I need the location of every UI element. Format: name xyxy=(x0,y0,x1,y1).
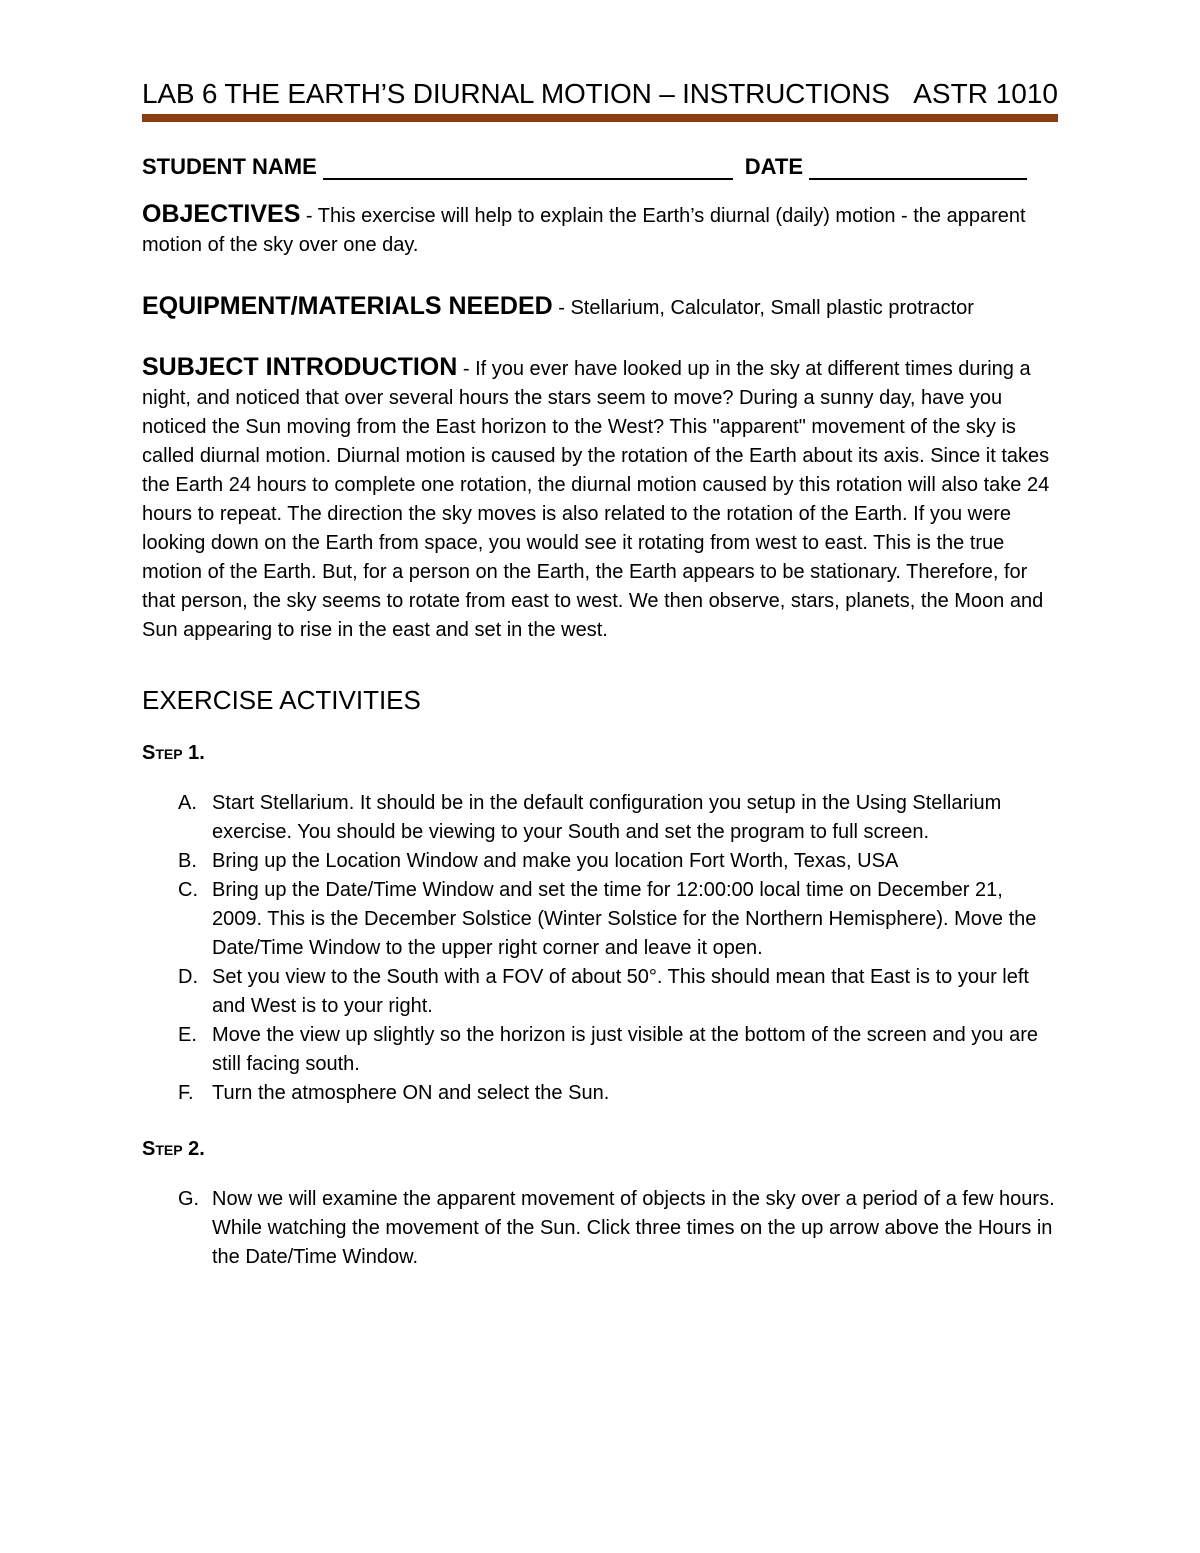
exercise-activities-heading: EXERCISE ACTIVITIES xyxy=(142,685,421,715)
document-page xyxy=(142,70,1058,1272)
list-item xyxy=(178,963,1058,1021)
step-1-list xyxy=(178,789,1058,1108)
equipment-section xyxy=(142,292,1058,323)
step-1-heading: Step 1. xyxy=(142,742,205,764)
subject-introduction-heading: SUBJECT INTRODUCTION xyxy=(142,353,458,381)
list-item-text: Bring up the Location Window and make you location Fort Worth, Texas, USA xyxy=(212,850,899,872)
list-item xyxy=(178,1021,1058,1079)
student-info-line xyxy=(142,150,1058,180)
date-label: DATE xyxy=(744,154,804,179)
subject-introduction-section xyxy=(142,353,1058,645)
objectives-section xyxy=(142,200,1058,260)
list-item-text: Bring up the Date/Time Window and set the time for 12:00:00 local time on December 21, 2009. This is the December Solstice (Winter Solstice for the Northern Hemisphere). Move the Date/Time Window to the upper right corner and leave it open. xyxy=(212,879,1037,959)
list-item-text: Set you view to the South with a FOV of about 50°. This should mean that East is to your left and West is to your right. xyxy=(212,966,1029,1017)
lab-title: LAB 6 THE EARTH’S DIURNAL MOTION – INSTRUCTIONS xyxy=(142,78,890,109)
equipment-text: - Stellarium, Calculator, Small plastic protractor xyxy=(552,297,974,319)
list-item xyxy=(178,847,1058,876)
header-divider xyxy=(142,114,1058,122)
list-item-text: Start Stellarium. It should be in the default configuration you setup in the Using Stellarium exercise. You should be viewing to your South and set the program to full screen. xyxy=(212,792,1002,843)
student-name-label: STUDENT NAME xyxy=(142,154,317,179)
list-item xyxy=(178,789,1058,847)
list-marker: E. xyxy=(178,1024,197,1046)
student-name-blank[interactable] xyxy=(323,156,733,180)
list-marker: D. xyxy=(178,966,198,988)
page-header xyxy=(142,70,1058,110)
list-marker: G. xyxy=(178,1188,200,1210)
objectives-text: - This exercise will help to explain the Earth’s diurnal (daily) motion - the apparent motion of the sky over one day. xyxy=(142,205,1026,256)
list-item-text: Move the view up slightly so the horizon is just visible at the bottom of the screen and you are still facing south. xyxy=(212,1024,1038,1075)
equipment-heading: EQUIPMENT/MATERIALS NEEDED xyxy=(142,292,553,320)
list-marker: C. xyxy=(178,879,198,901)
course-code: ASTR 1010 xyxy=(913,78,1058,109)
list-marker: F. xyxy=(178,1082,194,1104)
list-item xyxy=(178,876,1058,963)
list-marker: A. xyxy=(178,792,197,814)
objectives-heading: OBJECTIVES xyxy=(142,200,301,228)
list-item-text: Now we will examine the apparent movement of objects in the sky over a period of a few hours. While watching the movement of the Sun. Click three times on the up arrow above the Hours in the Date/Time Window. xyxy=(212,1188,1055,1268)
step-2-heading: Step 2. xyxy=(142,1138,205,1160)
list-item-text: Turn the atmosphere ON and select the Sun. xyxy=(212,1082,610,1104)
step-2-list xyxy=(178,1185,1058,1272)
list-marker: B. xyxy=(178,850,197,872)
subject-introduction-text: - If you ever have looked up in the sky at different times during a night, and noticed that over several hours the stars seem to move? During a sunny day, have you noticed the Sun moving from the East horizon to the West? This "apparent" movement of the sky is called diurnal motion. Diurnal motion is caused by the rotation of the Earth about its axis. Since it takes the Earth 24 hours to complete one rotation, the diurnal motion caused by this rotation will also take 24 hours to repeat. The direction the sky moves is also related to the rotation of the Earth. If you were looking down on the Earth from space, you would see it rotating from west to east. This is the true motion of the Earth. But, for a person on the Earth, the Earth appears to be stationary. Therefore, for that person, the sky seems to rotate from east to west. We then observe, stars, planets, the Moon and Sun appearing to rise in the east and set in the west. xyxy=(142,358,1050,641)
date-blank[interactable] xyxy=(809,156,1027,180)
list-item xyxy=(178,1079,1058,1108)
list-item xyxy=(178,1185,1058,1272)
